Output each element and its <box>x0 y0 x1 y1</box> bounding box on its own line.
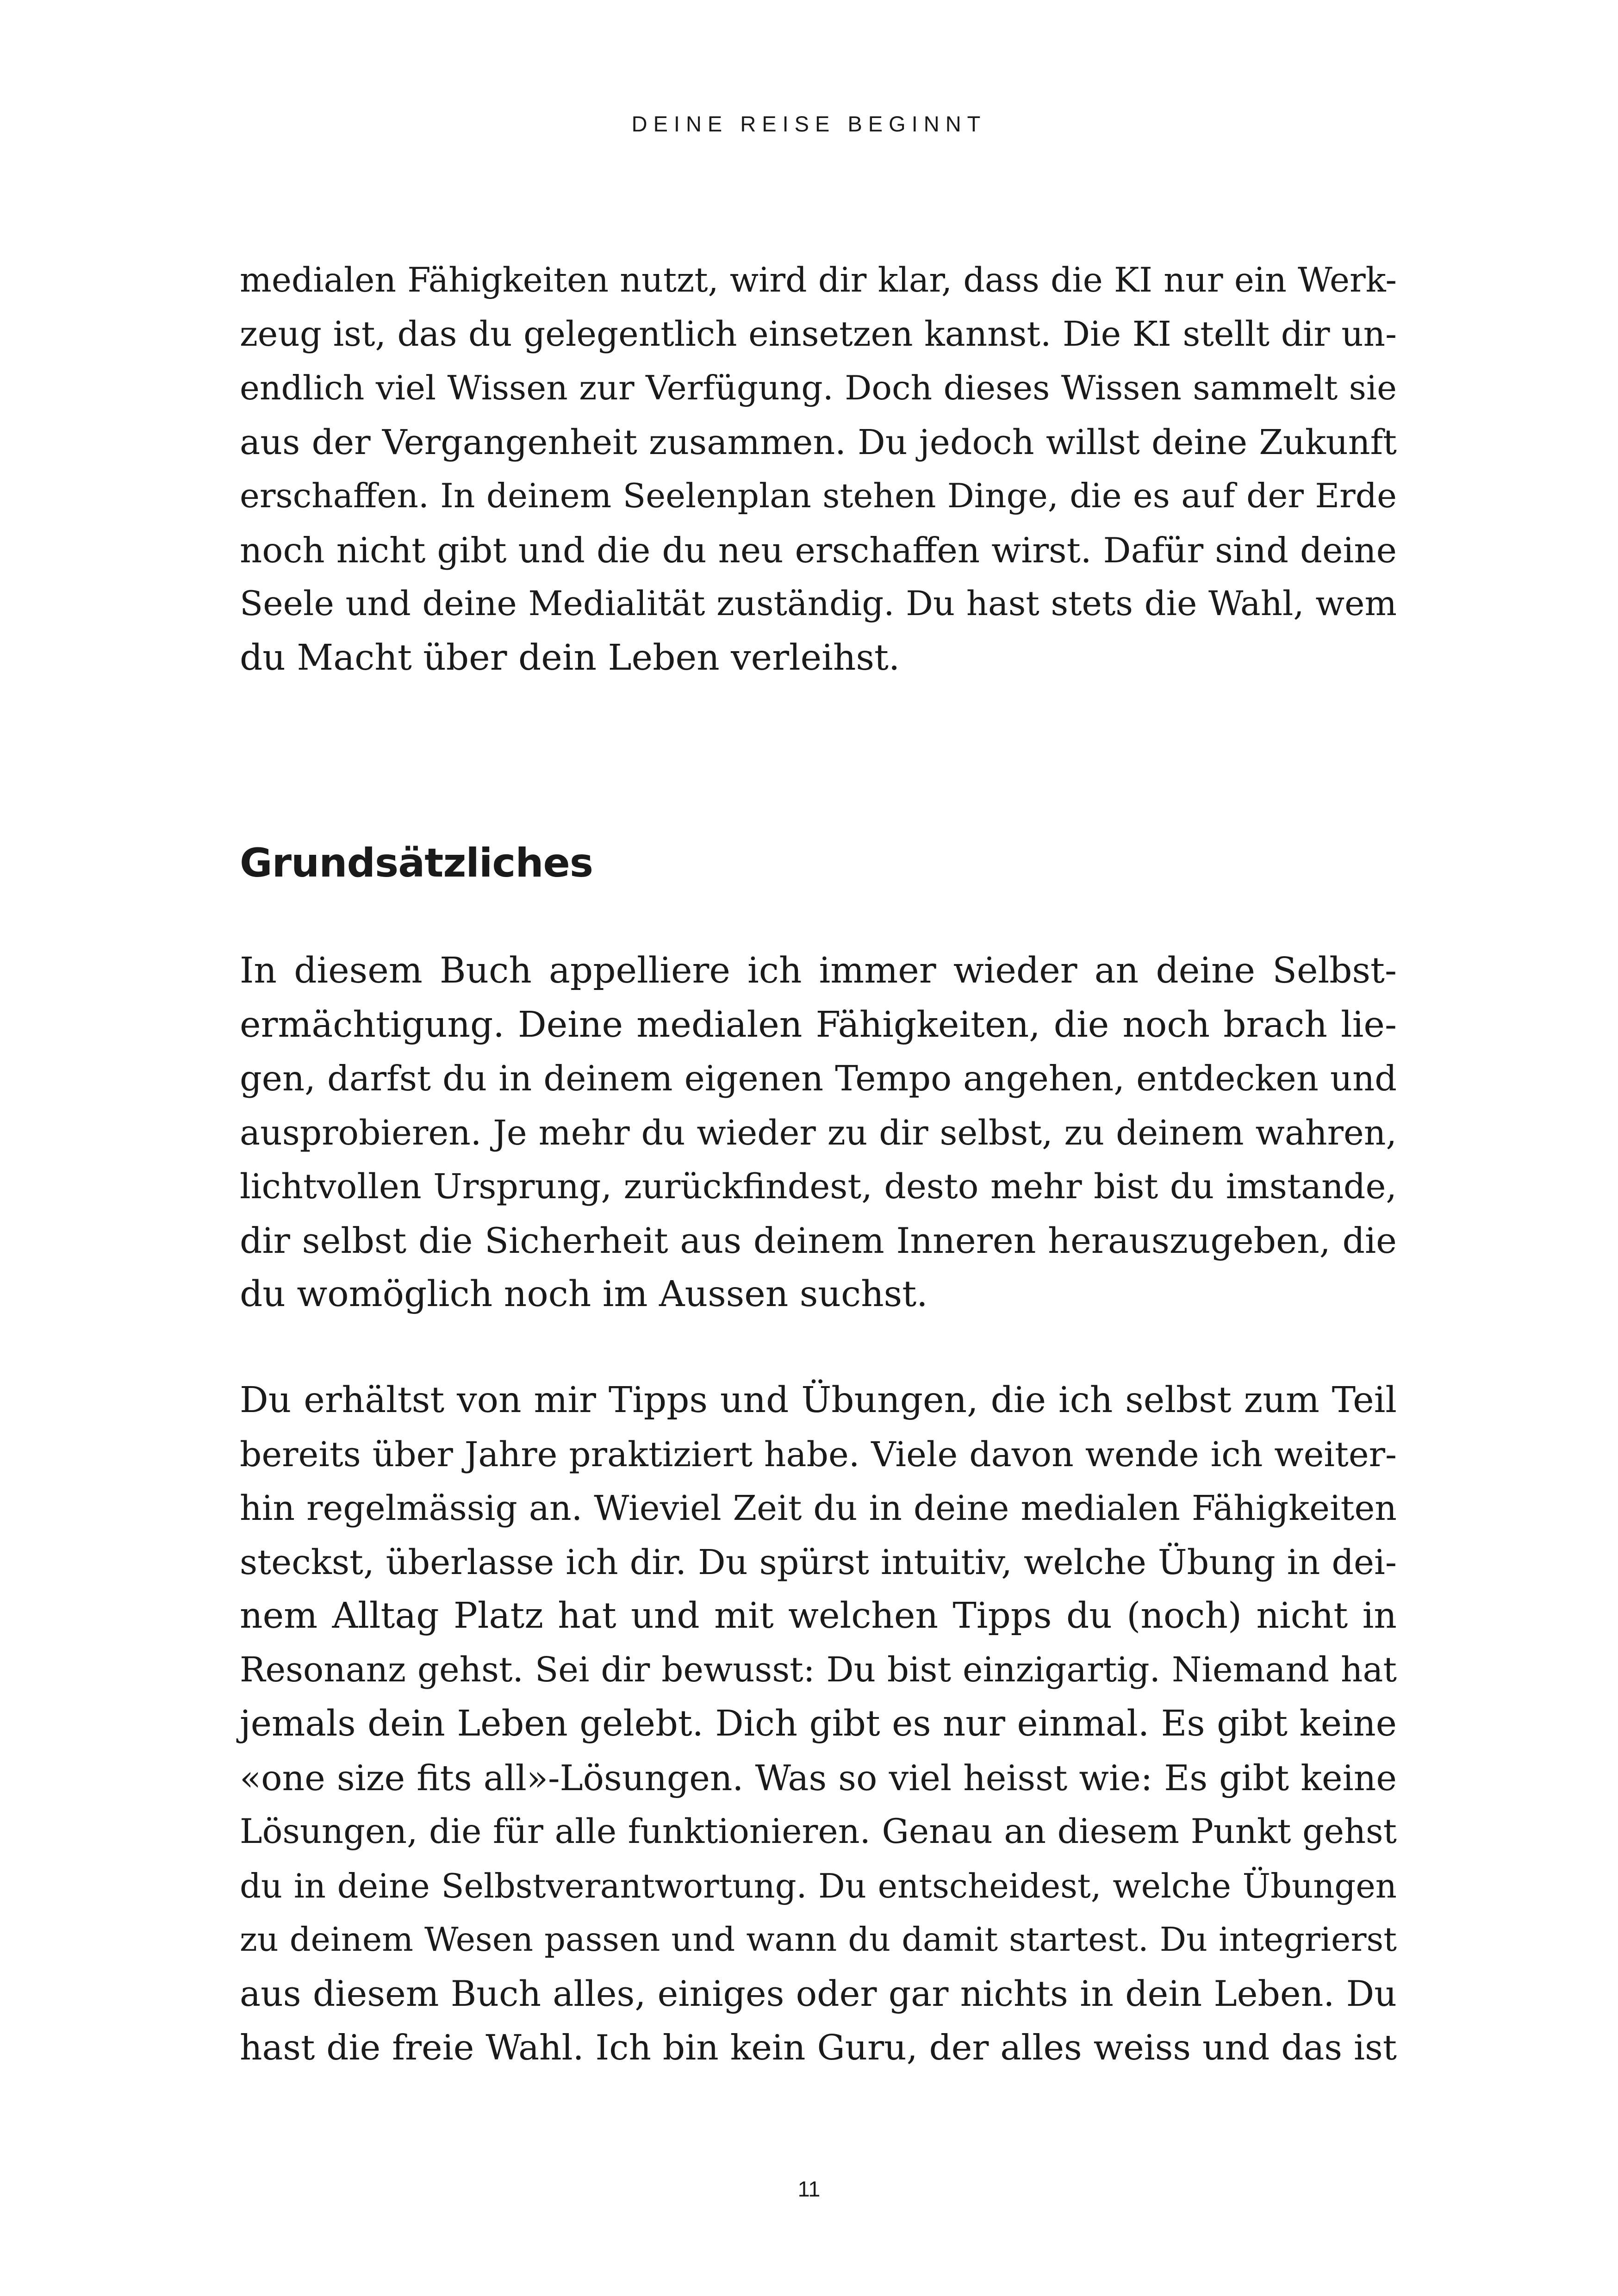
text-line: lichtvollen Ursprung, zurückfindest, desto mehr bist du imstande, <box>240 1166 1397 1207</box>
text-line: erschaffen. In deinem Seelenplan stehen Dinge, die es auf der Erde <box>240 477 1397 516</box>
text-line: Lösungen, die für alle funktionieren. Genau an diesem Punkt gehst <box>240 1812 1397 1851</box>
body-paragraph <box>240 1374 1397 2075</box>
text-line: ermächtigung. Deine medialen Fähigkeiten, die noch brach lie- <box>240 1004 1397 1045</box>
text-line: medialen Fähigkeiten nutzt, wird dir klar, dass die KI nur ein Werk- <box>240 261 1397 300</box>
body-paragraph <box>240 944 1397 1322</box>
text-line: Resonanz gehst. Sei dir bewusst: Du bist einzigartig. Niemand hat <box>240 1650 1397 1690</box>
text-line: aus diesem Buch alles, einiges oder gar nichts in dein Leben. Du <box>240 1973 1397 2014</box>
text-line: noch nicht gibt und die du neu erschaffen wirst. Dafür sind deine <box>240 529 1397 571</box>
text-line: steckst, überlasse ich dir. Du spürst intuitiv, welche Übung in dei- <box>240 1542 1397 1582</box>
text-line: aus der Vergangenheit zusammen. Du jedoch willst deine Zukunft <box>240 422 1397 462</box>
text-line: du Macht über dein Leben verleihst. <box>240 637 900 678</box>
text-line: nem Alltag Platz hat und mit welchen Tipps du (noch) nicht in <box>240 1595 1397 1636</box>
running-head: DEINE REISE BEGINNT <box>631 112 987 136</box>
body-paragraph <box>240 254 1397 685</box>
text-line: zeug ist, das du gelegentlich einsetzen kannst. Die KI stellt dir un- <box>240 314 1397 354</box>
text-line: hast die freie Wahl. Ich bin kein Guru, der alles weiss und das ist <box>240 2027 1397 2068</box>
text-line: hin regelmässig an. Wieviel Zeit du in deine medialen Fähigkeiten <box>240 1488 1397 1528</box>
text-line: du womöglich noch im Aussen suchst. <box>240 1274 928 1315</box>
page-number: 11 <box>797 2177 821 2201</box>
text-line: gen, darfst du in deinem eigenen Tempo angehen, entdecken und <box>240 1058 1397 1099</box>
text-line: In diesem Buch appelliere ich immer wieder an deine Selbst- <box>240 950 1397 991</box>
text-line: dir selbst die Sicherheit aus deinem Inneren herauszugeben, die <box>240 1220 1397 1261</box>
text-line: Du erhältst von mir Tipps und Übungen, die ich selbst zum Teil <box>240 1380 1397 1421</box>
text-line: jemals dein Leben gelebt. Dich gibt es nur einmal. Es gibt keine <box>240 1703 1397 1744</box>
text-line: du in deine Selbstverantwortung. Du entscheidest, welche Übungen <box>240 1866 1397 1905</box>
text-line: «one size fits all»-Lösungen. Was so viel heisst wie: Es gibt keine <box>240 1757 1397 1798</box>
text-line: endlich viel Wissen zur Verfügung. Doch dieses Wissen sammelt sie <box>240 369 1397 408</box>
text-line: ausprobieren. Je mehr du wieder zu dir selbst, zu deinem wahren, <box>240 1113 1397 1153</box>
text-line: bereits über Jahre praktiziert habe. Viele davon wende ich weiter- <box>240 1434 1397 1475</box>
text-line: Seele und deine Medialität zuständig. Du hast stets die Wahl, wem <box>240 584 1397 623</box>
section-heading: Grundsätzliches <box>240 840 593 886</box>
text-line: zu deinem Wesen passen und wann du damit startest. Du integrierst <box>240 1920 1397 1959</box>
